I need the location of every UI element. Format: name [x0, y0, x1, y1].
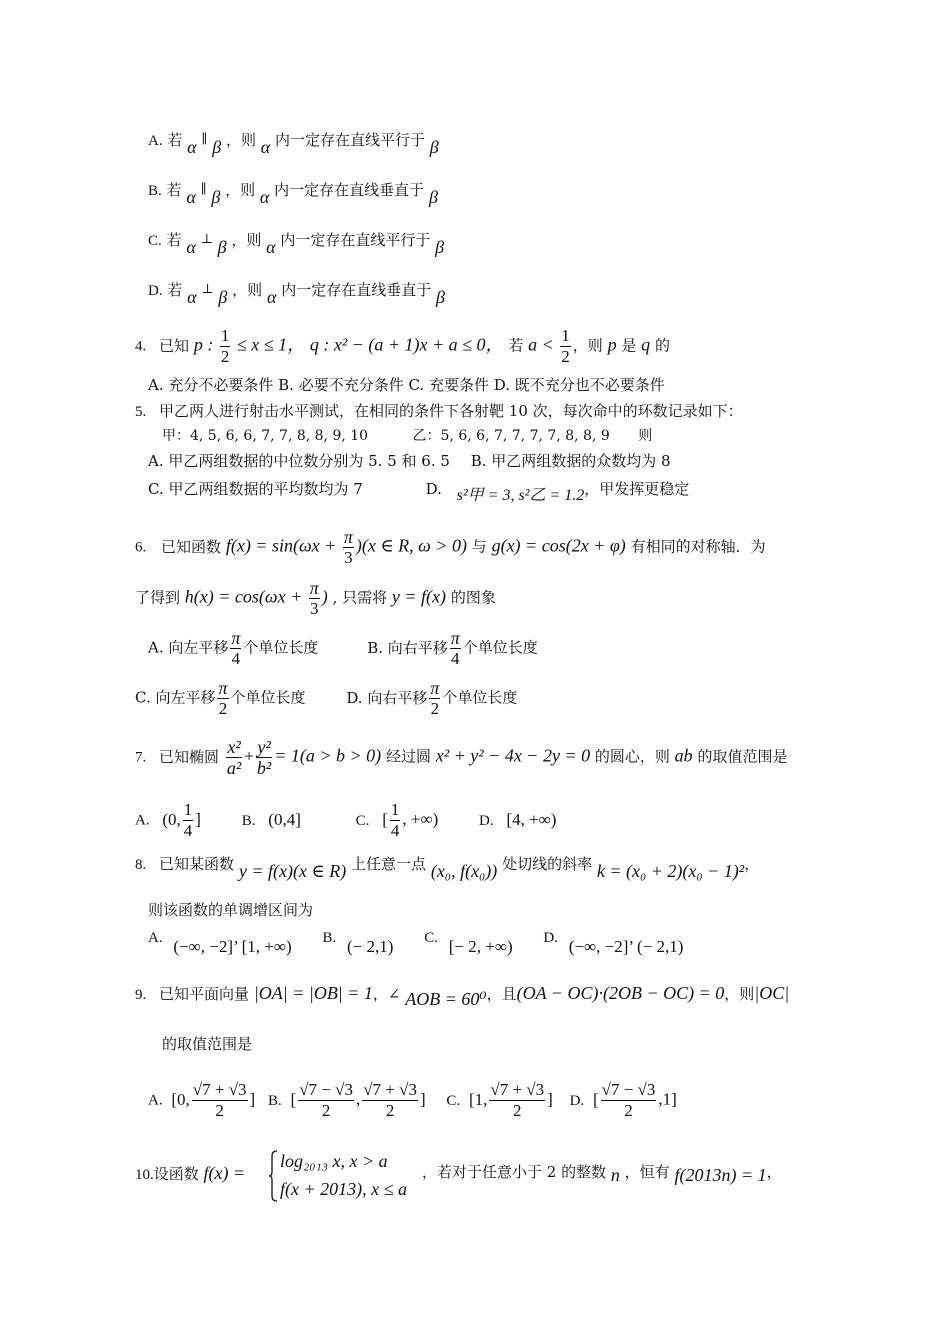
q9-stem: 9. 已知平面向量 |OA| = |OB| = 1，∠ AOB = 60⁰，且(OA − OC)·(2OB − OC) = 0，则|OC| [135, 983, 790, 1009]
q8-line2: 则该函数的单调增区间为 [148, 901, 314, 919]
q9-line2: 的取值范围是 [162, 1035, 253, 1053]
q6-line1: 6. 已知函数 f(x) = sin(ωx + $\frac{\pi}{3}$ )(x ∈ R, ω > 0) 与 g(x) = cos(2x + φ) 有相同的对称轴．为 [135, 527, 766, 567]
beta-symbol: β [211, 187, 221, 207]
q10-brace [268, 1150, 278, 1202]
beta-symbol: β [435, 237, 445, 257]
beta-symbol: β [218, 287, 228, 307]
fraction-pi-over-3: $\frac{\pi}{3}$ [309, 578, 319, 618]
fraction-y2-b2: $\frac{\text{y²}}{\text{b²}}$ [256, 737, 272, 778]
alpha-symbol: α [260, 137, 271, 157]
beta-symbol: β [212, 137, 222, 157]
q8-options: A. (−∞, −2]’ [1, +∞) B. (− 2,1) C. [− 2, +∞) D. (−∞, −2]’ (− 2,1) [148, 930, 684, 956]
q10-case2: f(x + 2013), x ≤ a [280, 1179, 407, 1199]
q3-option-a: A. 若 α ∥ β ，则 α 内一定存在直线平行于 β [148, 131, 439, 157]
q6-line2: 了得到 h(x) = cos(ωx + $\frac{\pi}{3}$ ) , 只需将 y = f(x) 的图象 [135, 578, 496, 618]
q9-options: A. [0, $\frac{√7 + √3}{2}$ ] B. [ $\frac{√7 - √3}{2}$ , $\frac{√7 + √3}{2}$ ] C. [1, $\frac{√7 + √3}{2}$ ] D. [ $\frac{√7 - √3}{2}$ ,1] [148, 1080, 677, 1120]
q6-options-cd: C. 向左平移 $\frac{\pi}{2}$ 个单位长度 D. 向右平移 $\frac{\pi}{2}$ 个单位长度 [135, 678, 518, 718]
q4-stem: 4. 已知 p : $\frac{1}{2}$ ≤ x ≤ 1， q : x² − (a + 1)x + a ≤ 0， 若 a < $\frac{1}{2}$ ，则 p 是 q 的 [135, 326, 670, 366]
q5-options-cd: C. 甲乙两组数据的平均数均为 7 D. s²甲 = 3, s²乙 = 1.2，甲发挥更稳定 [148, 480, 690, 504]
fraction-one-half: $\frac{1}{2}$ [220, 326, 230, 366]
alpha-symbol: α [259, 187, 270, 207]
beta-symbol: β [436, 287, 445, 307]
beta-symbol: β [428, 187, 438, 207]
alpha-symbol: α [186, 187, 196, 207]
q10-condition: ，若对于任意小于 2 的整数 n ，恒有 f(2013n) = 1， [422, 1163, 782, 1185]
alpha-symbol: α [266, 287, 277, 307]
fraction-one-half: $\frac{1}{2}$ [561, 326, 570, 366]
q7-stem: 7. 已知椭圆 $\frac{\text{x²}}{\text{a²}}$ + $\frac{\text{y²}}{\text{b²}}$ = 1(a > b > 0) 经过圆 x² + y² − 4x − 2y = 0 的圆心，则 ab 的取值范围是 [135, 737, 788, 778]
q5-data: 甲：4, 5, 6, 6, 7, 7, 8, 8, 9, 10 乙：5, 6, 6, 7, 7, 7, 7, 8, 8, 9 则 [162, 428, 653, 444]
fraction-x2-a2: $\frac{\text{x²}}{\text{a²}}$ [226, 737, 242, 778]
q8-stem: 8. 已知某函数 y = f(x)(x ∈ R) 上任意一点 (x₀, f(x₀)) 处切线的斜率 k = (x₀ + 2)(x₀ − 1)²， [135, 855, 760, 881]
q5-stem: 5. 甲乙两人进行射击水平测试，在相同的条件下各射靶 10 次，每次命中的环数记录如下： [135, 402, 743, 420]
q10-case1: log₂₀₁₃ x, x > a [280, 1151, 388, 1171]
fraction-pi-over-3: $\frac{\pi}{3}$ [343, 527, 353, 567]
q3-option-d: D. 若 α ⊥ β ，则 α 内一定存在直线垂直于 β [148, 281, 445, 307]
q3-option-c: C. 若 α ⊥ β ，则 α 内一定存在直线平行于 β [148, 231, 445, 257]
brace-icon [268, 1150, 278, 1202]
alpha-symbol: α [266, 237, 276, 257]
q3-option-b: B. 若 α ∥ β ，则 α 内一定存在直线垂直于 β [148, 181, 438, 207]
alpha-symbol: α [186, 237, 196, 257]
q7-options: A. (0, $\frac{1}{4}$ ] B. (0,4] C. [ $\frac{1}{4}$ , +∞) D. [4, +∞) [135, 800, 557, 840]
alpha-symbol: α [187, 137, 197, 157]
beta-symbol: β [429, 137, 439, 157]
alpha-symbol: α [187, 287, 197, 307]
q10-stem: 10.设函数 f(x) = [135, 1163, 246, 1183]
q4-options: A. 充分不必要条件 B. 必要不充分条件 C. 充要条件 D. 既不充分也不必要条件 [148, 376, 665, 394]
beta-symbol: β [217, 237, 227, 257]
q6-options-ab: A. 向左平移 $\frac{\pi}{4}$ 个单位长度 B. 向右平移 $\frac{\pi}{4}$ 个单位长度 [148, 628, 538, 668]
q5-options-ab: A. 甲乙两组数据的中位数分别为 5. 5 和 6. 5 B. 甲乙两组数据的众数均为 8 [148, 452, 671, 470]
